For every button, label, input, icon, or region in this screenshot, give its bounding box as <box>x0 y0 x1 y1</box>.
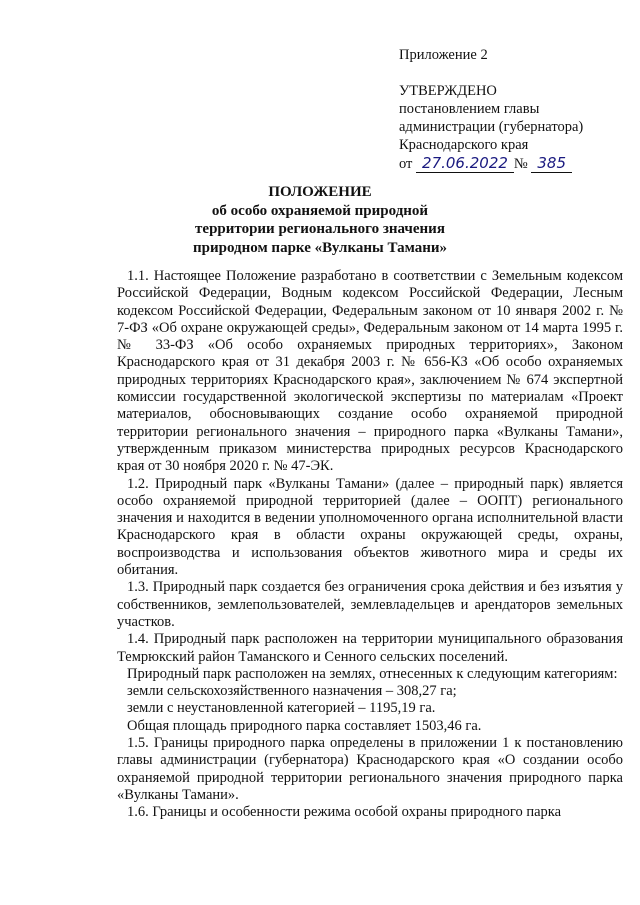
paragraph-1-5: 1.5. Границы природного парка определены в приложении 1 к постановлению главы администрации (губернатора) Краснодарского края «О создании особо охраняемой природной территории регионального значения природного парка «Вулканы Тамани». <box>117 735 623 803</box>
approval-line-1: постановлением главы <box>399 101 540 117</box>
paragraph-1-1: 1.1. Настоящее Положение разработано в соответствии с Земельным кодексом Российской Федерации, Водным кодексом Российской Федерации, Лесным кодексом Российской Федерации, Федеральным законом от 10 января 2002 г. № 7-ФЗ «Об охране окружающей среды», Федеральным законом от 14 марта 1995 г. № 33-ФЗ «Об особо охраняемых природных территориях», Законом Краснодарского края от 31 декабря 2003 г. № 656-КЗ «Об особо охраняемых природных территориях Краснодарского края», заключением № 674 экспертной комиссии государственной экологической экспертизы по материалам «Проект материалов, обосновывающих создание особо охраняемой природной территории регионального значения – природного парка «Вулканы Тамани», утвержденным приказом министерства природных ресурсов Краснодарского края от 30 ноября 2020 г. № 47-ЭК. <box>117 268 623 475</box>
paragraph-1-4: 1.4. Природный парк расположен на территории муниципального образования Темрюкский район Таманского и Сенного сельских поселений. <box>117 631 623 665</box>
paragraph-land-categories: Природный парк расположен на землях, отнесенных к следующим категориям: <box>127 665 618 682</box>
appendix-label: Приложение 2 <box>399 47 488 63</box>
handwritten-number: 385 <box>531 154 572 173</box>
approval-line-2: администрации (губернатора) <box>399 119 584 135</box>
paragraph-1-6: 1.6. Границы и особенности режима особой охраны природного парка <box>127 804 562 821</box>
approval-line-3: Краснодарского края <box>399 137 529 153</box>
paragraph-1-3: 1.3. Природный парк создается без ограничения срока действия и без изъятия у собственников, землепользователей, землевладельцев и арендаторов земельных участков. <box>117 579 623 630</box>
approved-label: УТВЕРЖДЕНО <box>399 83 497 99</box>
paragraph-uncategorized-land: земли с неустановленной категорией – 1195,19 га. <box>127 700 436 717</box>
document-body <box>117 268 623 822</box>
title-line-3: территории регионального значения <box>195 221 445 237</box>
handwritten-date: 27.06.2022 <box>416 154 514 173</box>
paragraph-agri-land: земли сельскохозяйственного назначения – 308,27 га; <box>127 683 457 700</box>
number-prefix: № <box>513 156 528 172</box>
paragraph-total-area: Общая площадь природного парка составляет 1503,46 га. <box>127 717 482 734</box>
paragraph-1-2: 1.2. Природный парк «Вулканы Тамани» (далее – природный парк) является особо охраняемой природной территорией (далее – ООПТ) регионального значения и находится в ведении уполномоченного органа исполнительной власти Краснодарского края в области охраны окружающей среды, охраны, воспроизводства и использования объектов животного мира и среды их обитания. <box>117 475 623 579</box>
title-line-4: природном парке «Вулканы Тамани» <box>192 239 447 256</box>
approval-date-line <box>399 154 619 173</box>
title-line-1: ПОЛОЖЕНИЕ <box>268 184 372 200</box>
document-title <box>0 183 640 257</box>
date-prefix: от <box>399 156 413 172</box>
title-line-2: об особо охраняемой природной <box>211 202 429 219</box>
approval-block <box>399 46 619 173</box>
